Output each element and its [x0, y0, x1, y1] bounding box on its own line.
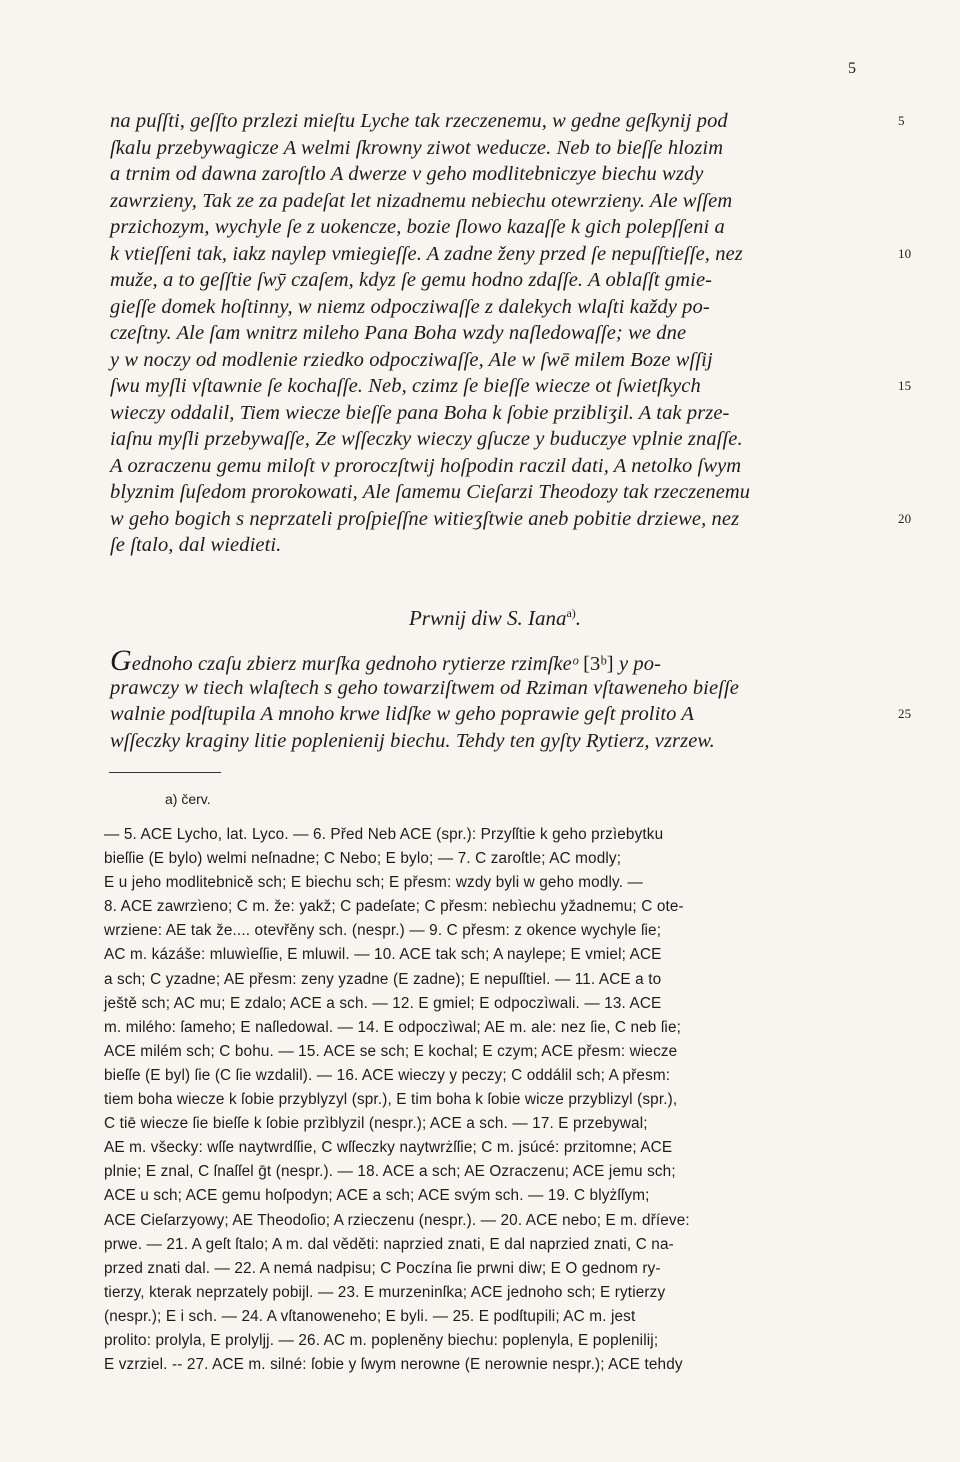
text-line — [110, 267, 880, 294]
apparatus-line: plnie; E znal, C ſnaſſel ḡt (nespr.). — 18. ACE a sch; AE Ozraczenu; ACE jemu sch; — [104, 1163, 676, 1181]
text-line — [110, 400, 880, 427]
text-line — [110, 161, 880, 188]
heading-title: Prwnij diw S. Iana — [408, 606, 567, 630]
line-text: muže, a to geſſtie ſwȳ czaſem, kdyz ſe gemu hodno zdaſſe. A oblaſſt gmie- — [110, 269, 713, 291]
apparatus-line: ACE u sch; ACE gemu hoſpodyn; ACE a sch; ACE svým sch. — 19. C blyżſſym; — [104, 1187, 650, 1205]
line-text: prawczy w tiech wlaſtech s geho towarziſtwem od Rziman vſtaweneho bieſſe — [110, 676, 739, 699]
text-line — [110, 506, 912, 533]
apparatus-line: wrziene: AE tak že.... otevřěny sch. (nespr.) — 9. C přesm: z okence wychyle ſie; — [104, 922, 662, 940]
line-text: iaſnu myſli przebywaſſe, Ze wſſeczky wieczy gſucze y buduczye vplnie znaſſe. — [110, 428, 743, 450]
apparatus-line: tiem boha wiecze k ſobie przyblyzyl (spr.), E tim boha k ſobie wicze przyblizyl (spr.), — [104, 1091, 678, 1109]
text-line — [110, 728, 880, 755]
line-text: ednoho czaſu zbierz murſka gednoho rytierze rzimſkeᵒ — [131, 653, 578, 675]
critical-apparatus — [104, 823, 864, 1377]
line-text: przichozym, wychyle ſe z uokencze, bozie ſlowo kazaſſe k gich polepſſeni a — [110, 216, 725, 238]
apparatus-line: (nespr.); E i sch. — 24. A vſtanoweneho; E byli. — 25. E podſtupili; AC m. jest — [104, 1307, 636, 1325]
line-text: ſe ſtalo, dal wiedieti. — [110, 534, 282, 556]
line-number: 20 — [898, 510, 912, 526]
apparatus-line: m. milého: ſameho; E naſledowal. — 14. E odpoczìwal; AE m. ale: nez ſie, C neb ſie; — [104, 1018, 682, 1036]
text-line — [110, 214, 880, 241]
text-line — [110, 188, 880, 215]
text-line — [110, 675, 880, 702]
apparatus-line: E u jeho modlitebnicě sch; E biechu sch; E přesm: wzdy byli w geho modly. — — [104, 874, 643, 892]
main-text-block — [110, 108, 912, 559]
text-line — [110, 135, 880, 162]
text-line — [110, 347, 880, 374]
line-text-tail: y po- — [618, 653, 662, 675]
apparatus-line: prwe. — 21. A geſt ſtalo; A m. dal věděti: naprzied znati, E dal naprzied znati, C na- — [104, 1235, 674, 1253]
text-line — [110, 241, 912, 268]
apparatus-line: bieſſe (E byl) ſie (C ſie wzdalil). — 16. ACE wieczy y peczy; C oddálil sch; A přesm: — [104, 1066, 671, 1084]
line-text: na puſſti, geſſto przlezi mieſtu Lyche tak rzeczenemu, w gedne geſkynij pod — [110, 110, 728, 132]
line-number: 15 — [898, 378, 912, 393]
line-text: wieczy oddalil, Tiem wiecze bieſſe pana Boha k ſobie przibliʒil. A tak prze- — [110, 401, 730, 424]
page-number: 5 — [848, 60, 856, 77]
folio-reference: [3ᵇ] — [583, 653, 614, 675]
apparatus-line: C tiē wiecze ſie bieſſe k ſobie przìblyzil (nespr.); ACE a sch. — 17. E przebywal; — [104, 1115, 648, 1133]
text-line — [110, 320, 880, 347]
initial-letter: G — [110, 644, 132, 677]
line-text: gieſſe domek hoſtinny, w niemz odpocziwaſſe z dalekych wlaſti každy po- — [110, 295, 710, 318]
line-text: walnie podſtupila A mnoho krwe lidſke w geho poprawie geſt prolito A — [110, 703, 695, 725]
section-text-block — [110, 644, 912, 754]
apparatus-line: prolito: prolyla, E prolyljj. — 26. AC m. popleněny biechu: poplenyla, E poplenilij; — [104, 1331, 659, 1349]
line-text: A ozraczenu gemu miloſt v proroczſtwij hoſpodin raczil dati, A netolko ſwym — [110, 454, 742, 477]
text-line — [110, 426, 880, 453]
line-text: k vtieſſeni tak, iakz naylep vmiegieſſe. A zadne ženy przed ſe nepuſſtieſſe, nez — [110, 242, 743, 265]
line-text: czeſtny. Ale ſam wnitrz mileho Pana Boha wzdy naſledowaſſe; we dne — [110, 322, 687, 344]
text-line — [110, 294, 880, 321]
apparatus-line: ACE Cieſarzyowy; AE Theodoſio; A rzieczenu (nespr.). — 20. ACE nebo; E m. dříeve: — [104, 1211, 690, 1229]
line-text: wſſeczky kraginy litie poplenienij biechu. Tehdy ten gyſty Rytierz, vzrzew. — [110, 729, 715, 752]
apparatus-line: a sch; C yzadne; AE přesm: zeny yzadne (E zadne); E nepuſſtiel. — 11. ACE a to — [104, 970, 662, 988]
text-line — [110, 644, 880, 677]
apparatus-line: 8. ACE zawrzìeno; C m. že: yakž; C padeſate; C přesm: nebìechu yžadnemu; C ote- — [104, 898, 684, 916]
apparatus-line: tierzy, kterak neprzately pobijl. — 23. E murzeninſka; ACE jednoho sch; E rytierzy — [104, 1283, 666, 1301]
footnote-rule — [109, 772, 221, 773]
apparatus-line: bieſſie (E bylo) welmi neſnadne; C Nebo; E bylo; — 7. C zaroſtle; AC modly; — [104, 850, 622, 868]
line-number: 10 — [898, 245, 912, 261]
line-text: y w noczy od modlenie rziedko odpocziwaſſe, Ale w ſwē milem Boze wſſij — [110, 348, 713, 371]
text-line — [110, 373, 912, 400]
text-line — [110, 108, 905, 135]
apparatus-line: ještě sch; AC mu; E zdalo; ACE a sch. — 12. E gmiel; E odpoczìwali. — 13. ACE — [104, 994, 662, 1012]
apparatus-line: przed znati dal. — 22. A nemá nadpisu; C Poczína ſie prwni diw; E O gednom ry- — [104, 1259, 661, 1277]
apparatus-line: AE m. všecky: wſſe naytwrdſſie, C wſſeczky naytwrżſſie; C m. jsúcé: przitomne; ACE — [104, 1139, 673, 1157]
text-line — [110, 532, 880, 559]
line-text: ſwu myſli vſtawnie ſe kochaſſe. Neb, czimz ſe bieſſe wiecze ot ſwietſkych — [110, 375, 701, 397]
line-text: blyznim ſuſedom prorokowati, Ale ſamemu Cieſarzi Theodozy tak rzeczenemu — [110, 481, 751, 503]
apparatus-line: E vzrziel. -- 27. ACE m. silné: ſobie y ſwym nerowne (E nerownie nespr.); ACE tehdy — [104, 1356, 683, 1374]
apparatus-line: AC m. kázáše: mluwìeſſie, E mluwil. — 10. ACE tak sch; A naylepe; E vmiel; ACE — [104, 946, 662, 964]
apparatus-line: — 5. ACE Lycho, lat. Lyco. — 6. Před Neb ACE (spr.): Przyſſtie k geho przìebytku — [104, 826, 664, 843]
line-text: ſkalu przebywagicze A welmi ſkrowny ziwot weducze. Neb to bieſſe hlozim — [110, 136, 724, 159]
footnote: a) červ. — [165, 791, 211, 807]
line-text: zawrzieny, Tak ze za padeſat let nizadnemu nebiechu otewrzieny. Ale wſſem — [110, 189, 733, 212]
text-line — [110, 479, 880, 506]
line-text: w geho bogich s neprzateli proſpieſſne witieʒſtwie aneb pobitie drziewe, nez — [110, 507, 740, 530]
apparatus-line: ACE milém sch; C bohu. — 15. ACE se sch; E kochal; E czym; ACE přesm: wiecze — [104, 1042, 678, 1060]
line-number: 5 — [898, 113, 905, 128]
text-line — [110, 453, 880, 480]
line-text: a trnim od dawna zaroſtlo A dwerze v geho modlitebniczye biechu wzdy — [110, 163, 704, 185]
line-number: 25 — [898, 706, 912, 721]
heading-footnote-marker: a) — [566, 606, 576, 620]
text-line — [110, 701, 912, 728]
chapter-heading: Prwnij diw S. Iana$^{a)}$. — [408, 606, 582, 630]
